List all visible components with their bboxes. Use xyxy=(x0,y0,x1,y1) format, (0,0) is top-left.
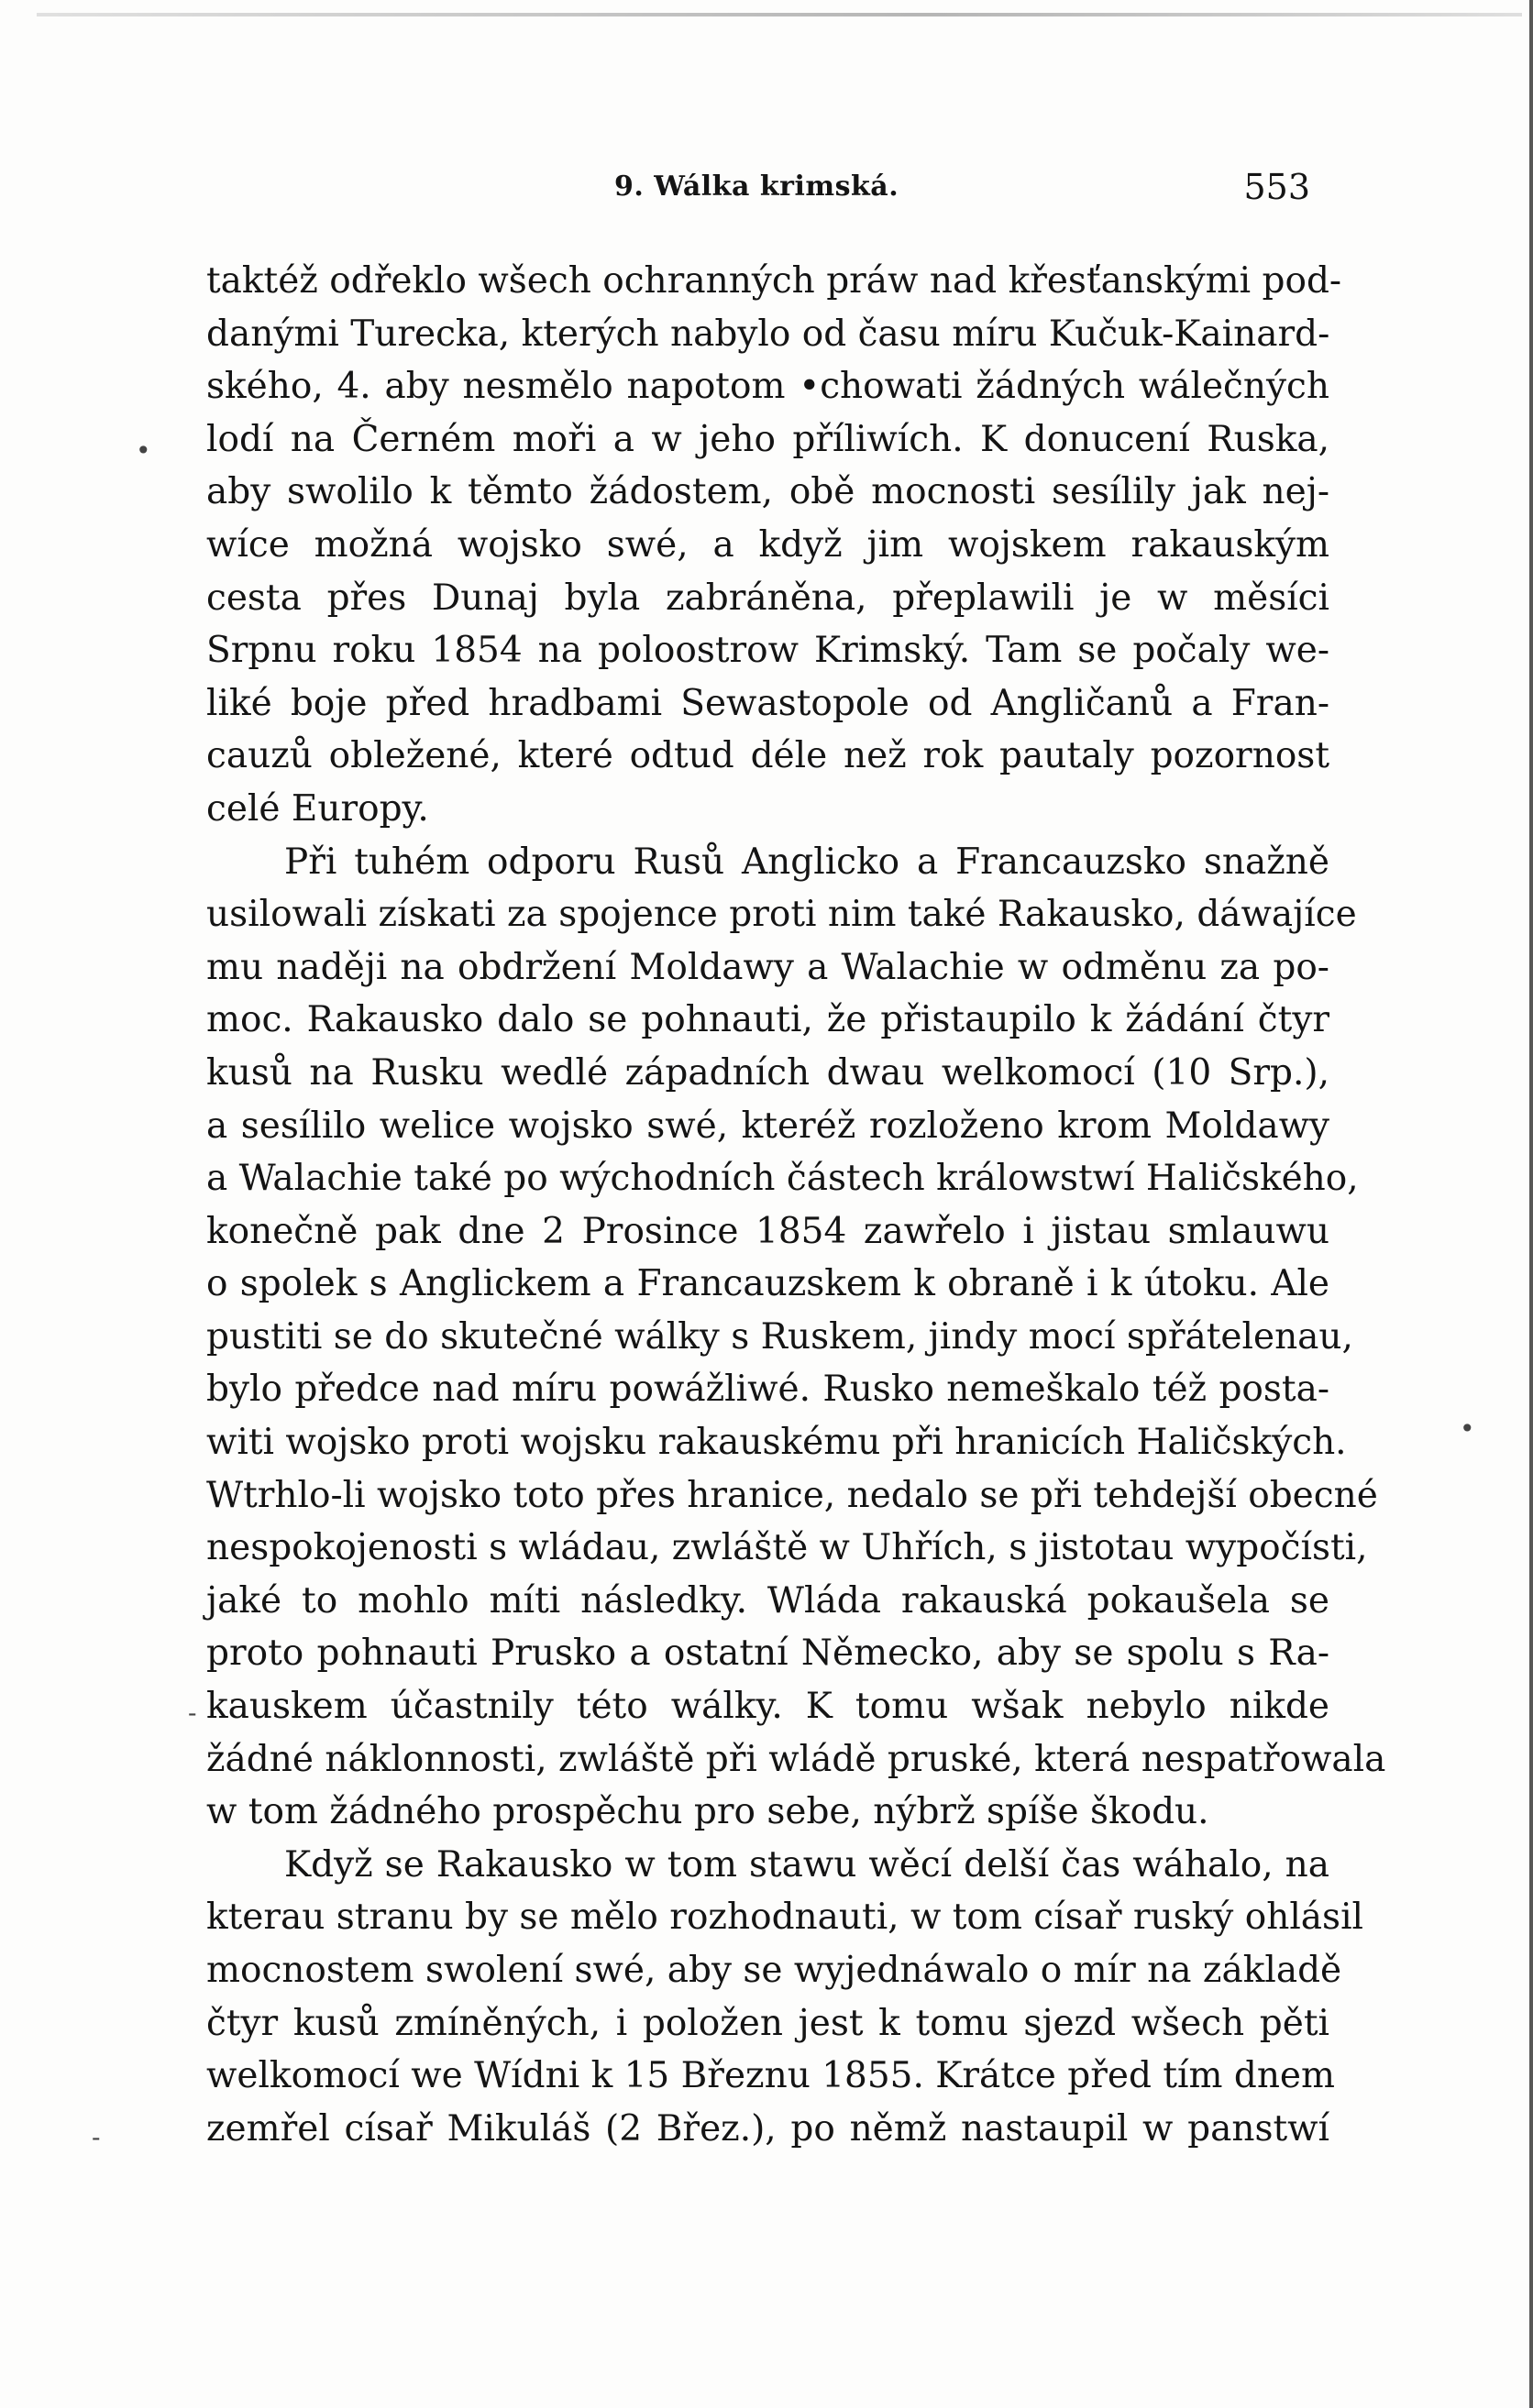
text-line: zemřel císař Mikuláš (2 Břez.), po němž nastaupil w panstwí xyxy=(206,2107,1329,2150)
page-number: 553 xyxy=(1243,167,1310,207)
text-line: ského, 4. aby nesmělo napotom •chowati žádných wálečných xyxy=(206,366,1329,408)
text-line: jaké to mohlo míti následky. Wláda rakauská pokaušela se xyxy=(206,1579,1329,1622)
text-line: usilowali získati za spojence proti nim také Rakausko, dáwajíce xyxy=(206,894,1357,936)
text-line: danými Turecka, kterých nabylo od času míru Kučuk-Kainard- xyxy=(206,313,1330,355)
text-line: mu naději na obdržení Moldawy a Walachie w odměnu za po- xyxy=(206,946,1329,988)
text-line-indented: Když se Rakausko w tom stawu wěcí delší čas wáhalo, na xyxy=(284,1843,1329,1886)
text-line: witi wojsko proti wojsku rakauskému při hranicích Haličských. xyxy=(206,1422,1347,1464)
text-line: liké boje před hradbami Sewastopole od Angličanů a Fran- xyxy=(206,682,1329,724)
margin-mark: - xyxy=(92,2122,101,2152)
margin-mark: • xyxy=(136,435,151,466)
text-line: celé Europy. xyxy=(206,787,429,830)
text-line: w tom žádného prospěchu pro sebe, nýbrž spíše škodu. xyxy=(206,1791,1209,1833)
text-line: čtyr kusů zmíněných, i položen jest k tomu sjezd wšech pěti xyxy=(206,2002,1329,2044)
text-line: nespokojenosti s wládau, zwláště w Uhřích, s jistotau wypočísti, xyxy=(206,1527,1368,1569)
text-line: cesta přes Dunaj byla zabráněna, přeplawili je w měsíci xyxy=(206,577,1329,619)
text-line-indented: Při tuhém odporu Rusů Anglicko a Francauzsko snažně xyxy=(284,841,1329,883)
scan-edge-right xyxy=(1529,0,1533,2408)
scan-edge-top xyxy=(37,13,1522,16)
text-line: konečně pak dne 2 Prosince 1854 zawřelo i jistau smlauwu xyxy=(206,1210,1329,1252)
text-line: moc. Rakausko dalo se pohnauti, že přistaupilo k žádání čtyr xyxy=(206,999,1329,1041)
text-line: taktéž odřeklo wšech ochranných práw nad křesťanskými pod- xyxy=(206,260,1342,302)
text-line: lodí na Černém moři a w jeho příliwích. K donucení Ruska, xyxy=(206,418,1329,460)
text-line: mocnostem swolení swé, aby se wyjednáwalo o mír na základě xyxy=(206,1950,1342,1991)
text-line: a sesílilo welice wojsko swé, kteréž rozloženo krom Moldawy xyxy=(206,1105,1329,1147)
text-line: wíce možná wojsko swé, a když jim wojskem rakauským xyxy=(206,523,1329,566)
text-line: a Walachie také po wýchodních částech králowstwí Haličského, xyxy=(206,1158,1359,1200)
page-header xyxy=(206,167,1310,213)
text-line: welkomocí we Wídni k 15 Březnu 1855. Krátce před tím dnem xyxy=(206,2055,1335,2097)
text-line: kauskem účastnily této wálky. K tomu wšak nebylo nikde xyxy=(206,1686,1329,1728)
margin-mark: • xyxy=(1460,1413,1475,1444)
body-text xyxy=(206,255,1386,2155)
text-line: žádné náklonnosti, zwláště při wládě pruské, která nespatřowala xyxy=(206,1738,1386,1780)
text-line: o spolek s Anglickem a Francauzskem k obraně i k útoku. Ale xyxy=(206,1263,1329,1305)
text-line: kusů na Rusku wedlé západních dwau welkomocí (10 Srp.), xyxy=(206,1051,1329,1094)
text-line: Srpnu roku 1854 na poloostrow Krimský. Tam se počaly we- xyxy=(206,630,1329,672)
running-title: 9. Wálka krimská. xyxy=(614,170,899,203)
text-line: cauzů obležené, které odtud déle než rok pautaly pozornost xyxy=(206,735,1329,777)
text-line: Wtrhlo-li wojsko toto přes hranice, nedalo se při tehdejší obecné xyxy=(206,1474,1378,1516)
text-line: kterau stranu by se mělo rozhodnauti, w tom císař ruský ohlásil xyxy=(206,1897,1364,1939)
text-line: pustiti se do skutečné wálky s Ruskem, jindy mocí spřátelenau, xyxy=(206,1315,1353,1358)
text-line: proto pohnauti Prusko a ostatní Německo, aby se spolu s Ra- xyxy=(206,1633,1329,1675)
text-line: aby swolilo k těmto žádostem, obě mocnosti sesílily jak nej- xyxy=(206,471,1329,513)
text-line: bylo předce nad míru powážliwé. Rusko nemeškalo též posta- xyxy=(206,1369,1329,1411)
margin-mark: - xyxy=(188,1698,197,1728)
